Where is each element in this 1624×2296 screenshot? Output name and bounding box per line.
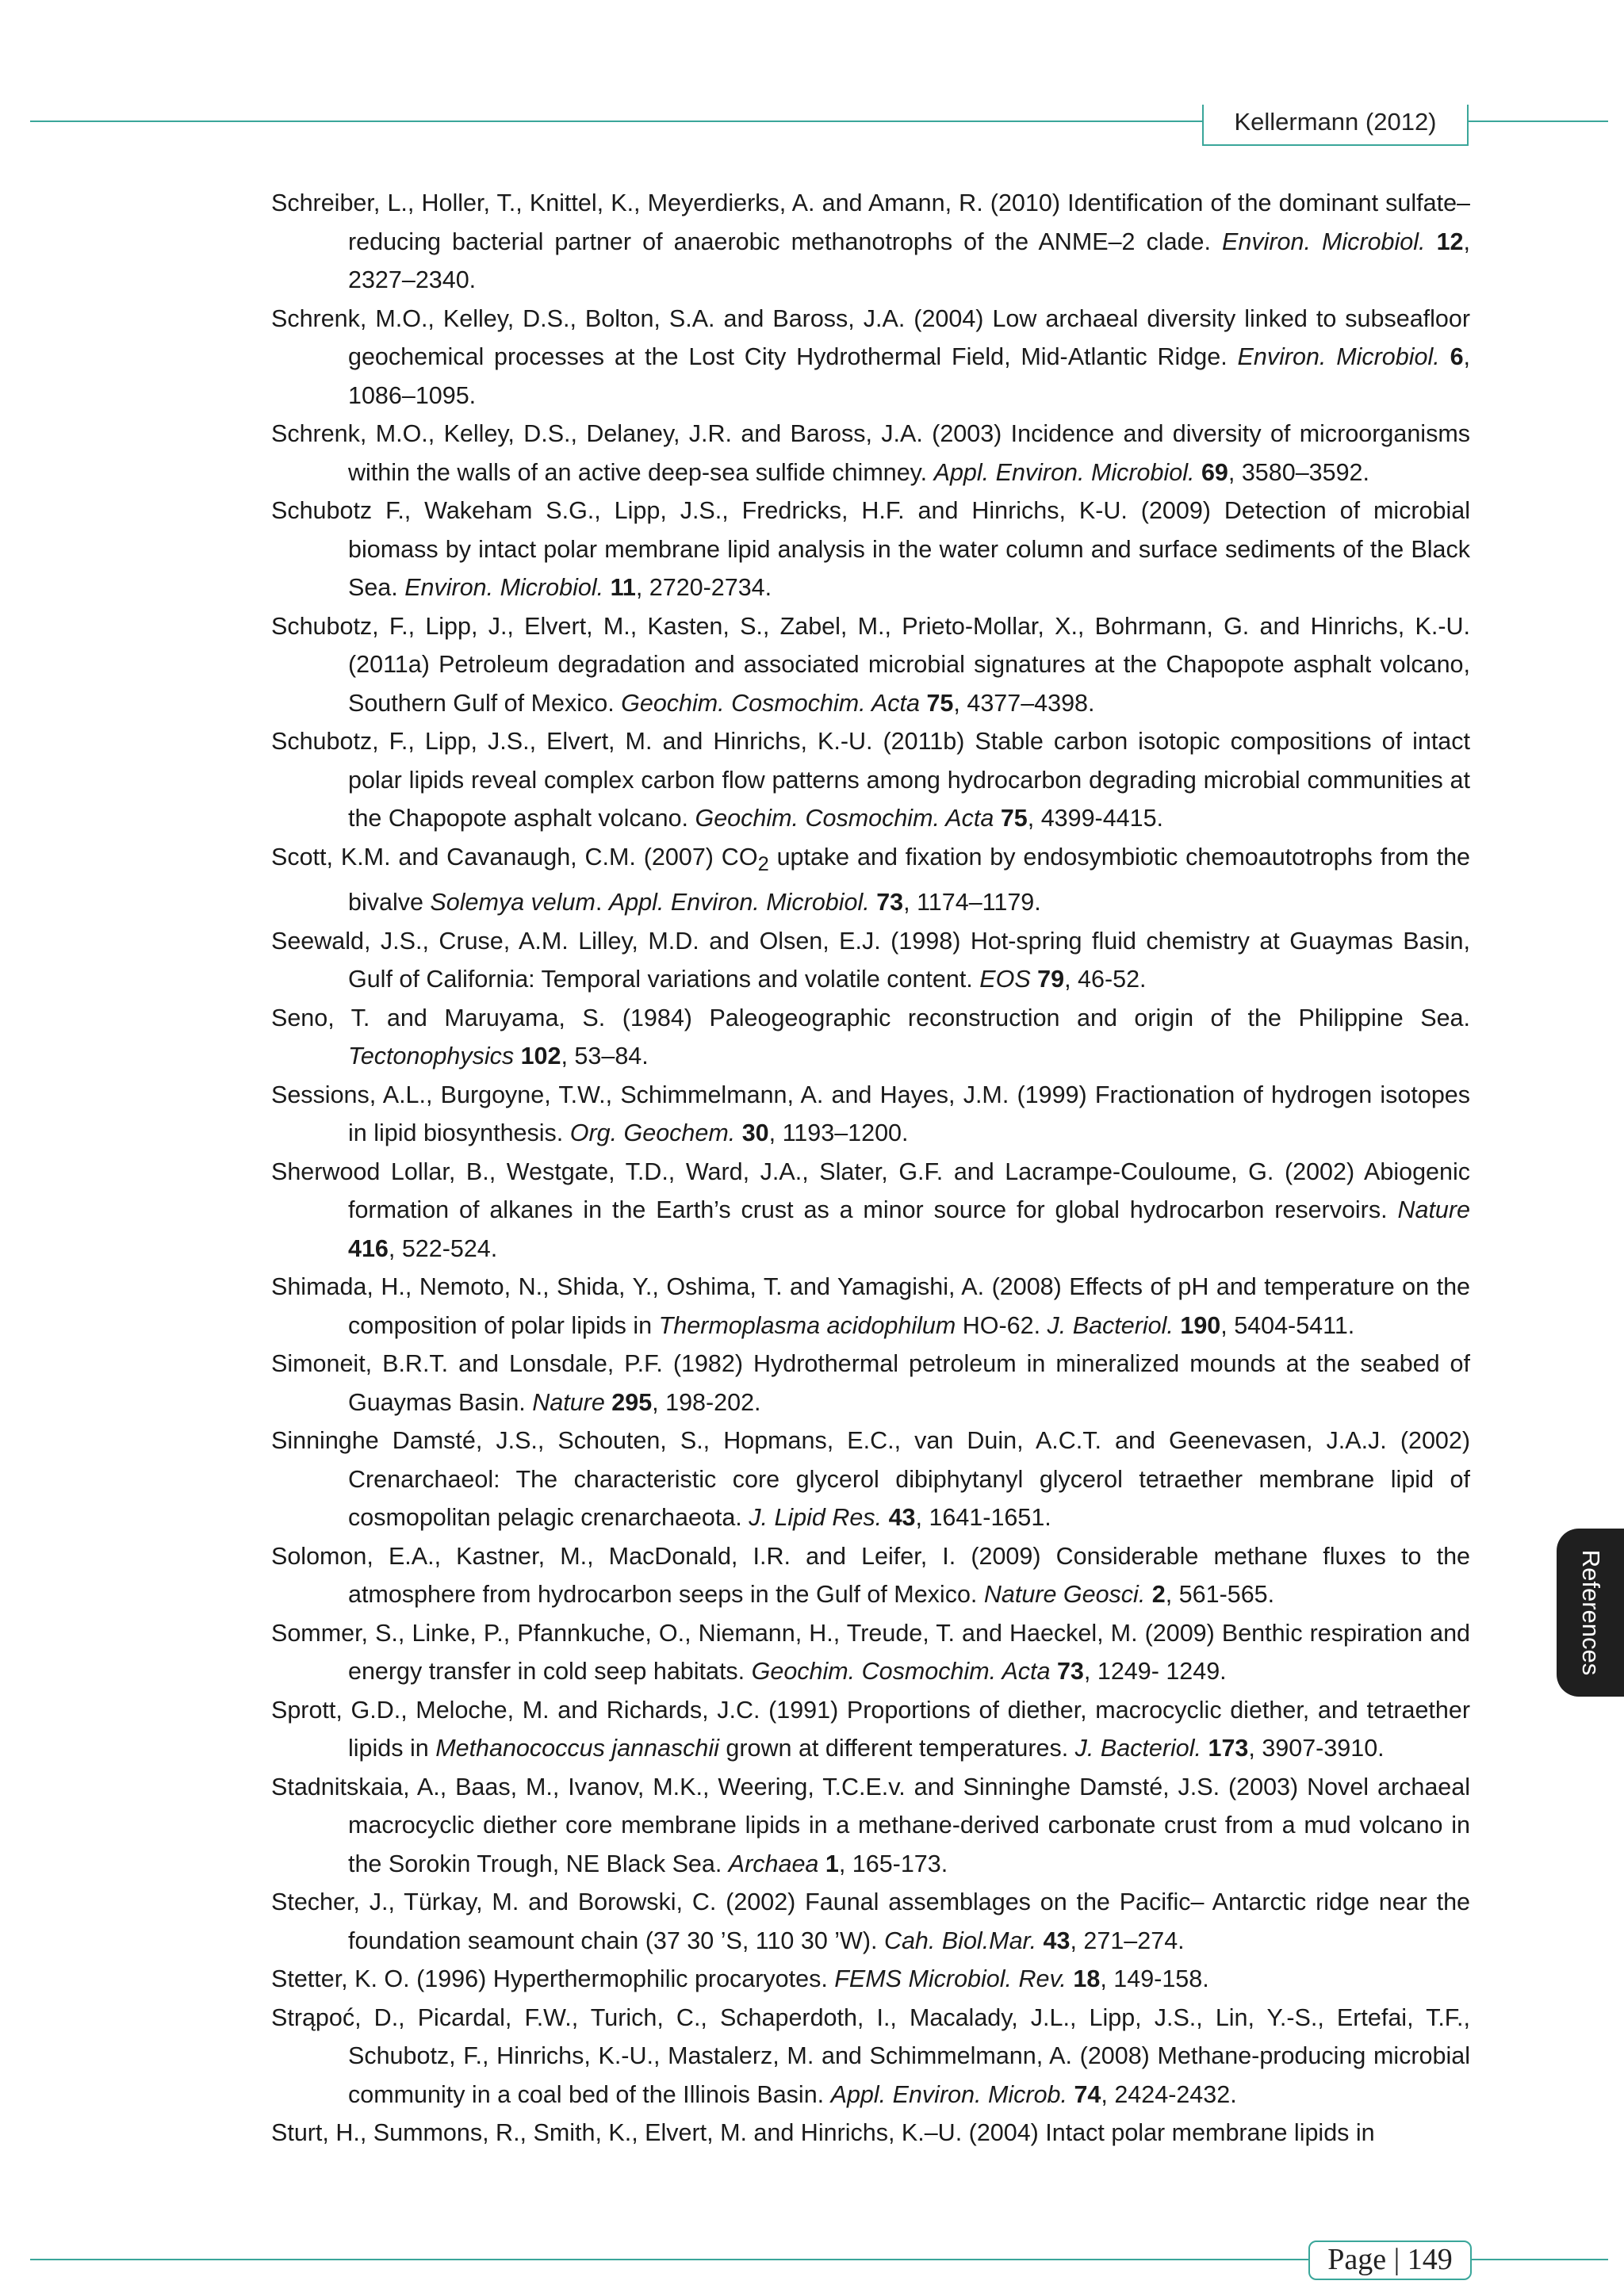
reference-entry: Schubotz, F., Lipp, J., Elvert, M., Kasten, S., Zabel, M., Prieto-Mollar, X., Bohrmann, G. and Hinrichs, K.-U. (2011a) Petroleum degradation and associated microbial signatures at the Chapopote asphalt volcano, Southern Gulf of Mexico. Geochim. Cosmochim. Acta 75, 4377–4398.	[271, 612, 1470, 717]
section-side-tab	[1557, 1529, 1624, 1697]
reference-entry: Scott, K.M. and Cavanaugh, C.M. (2007) $CO_2$ uptake and fixation by endosymbiotic chemoautotrophs from the bivalve Solemya velum. Appl. Environ. Microbiol. 73, 1174–1179.	[271, 843, 1470, 916]
reference-entry: Sommer, S., Linke, P., Pfannkuche, O., Niemann, H., Treude, T. and Haeckel, M. (2009) Benthic respiration and energy transfer in cold seep habitats. Geochim. Cosmochim. Acta 73, 1249- 1249.	[271, 1619, 1470, 1686]
reference-entry: Shimada, H., Nemoto, N., Shida, Y., Oshima, T. and Yamagishi, A. (2008) Effects of pH and temperature on the composition of polar lipids in Thermoplasma acidophilum HO-62. J. Bacteriol. 190, 5404-5411.	[271, 1273, 1470, 1339]
reference-entry: Sessions, A.L., Burgoyne, T.W., Schimmelmann, A. and Hayes, J.M. (1999) Fractionation of hydrogen isotopes in lipid biosynthesis. Org. Geochem. 30, 1193–1200.	[271, 1081, 1470, 1147]
reference-list	[271, 184, 1470, 2152]
footer-rule-left	[30, 2259, 1308, 2260]
section-side-tab-label: References	[1576, 1549, 1605, 1676]
reference-entry: Sprott, G.D., Meloche, M. and Richards, J.C. (1991) Proportions of diether, macrocyclic diether, and tetraether lipids in Methanococcus jannaschii grown at different temperatures. J. Bacteriol. 173, 3907-3910.	[271, 1696, 1470, 1762]
header-rule-left	[30, 121, 1202, 122]
reference-entry: Seno, T. and Maruyama, S. (1984) Paleogeographic reconstruction and origin of the Philippine Sea. Tectonophysics 102, 53–84.	[271, 1004, 1470, 1070]
reference-entry: Schubotz F., Wakeham S.G., Lipp, J.S., Fredricks, H.F. and Hinrichs, K-U. (2009) Detection of microbial biomass by intact polar membrane lipid analysis in the water column and surface sediments of the Black Sea. Environ. Microbiol. 11, 2720-2734.	[271, 497, 1470, 601]
reference-entry: Schubotz, F., Lipp, J.S., Elvert, M. and Hinrichs, K.-U. (2011b) Stable carbon isotopic compositions of intact polar lipids reveal complex carbon flow patterns among hydrocarbon degrading microbial communities at the Chapopote asphalt volcano. Geochim. Cosmochim. Acta 75, 4399-4415.	[271, 728, 1470, 832]
reference-entry: Stecher, J., Türkay, M. and Borowski, C. (2002) Faunal assemblages on the Pacific– Antarctic ridge near the foundation seamount chain (37 30 ’S, 110 30 ’W). Cah. Biol.Mar. 43, 271–274.	[271, 1888, 1470, 1954]
reference-entry: Stadnitskaia, A., Baas, M., Ivanov, M.K., Weering, T.C.E.v. and Sinninghe Damsté, J.S. (2003) Novel archaeal macrocyclic diether core membrane lipids in a methane-derived carbonate crust from a mud volcano in the Sorokin Trough, NE Black Sea. Archaea 1, 165-173.	[271, 1773, 1470, 1877]
reference-entry: Schrenk, M.O., Kelley, D.S., Delaney, J.R. and Baross, J.A. (2003) Incidence and diversity of microorganisms within the walls of an active deep-sea sulfide chimney. Appl. Environ. Microbiol. 69, 3580–3592.	[271, 420, 1470, 486]
reference-entry: Solomon, E.A., Kastner, M., MacDonald, I.R. and Leifer, I. (2009) Considerable methane fluxes to the atmosphere from hydrocarbon seeps in the Gulf of Mexico. Nature Geosci. 2, 561-565.	[271, 1542, 1470, 1609]
reference-entry: Schreiber, L., Holler, T., Knittel, K., Meyerdierks, A. and Amann, R. (2010) Identification of the dominant sulfate–reducing bacterial partner of anaerobic methanotrophs of the ANME–2 clade. Environ. Microbiol. 12, 2327–2340.	[271, 189, 1470, 293]
reference-entry: Sinninghe Damsté, J.S., Schouten, S., Hopmans, E.C., van Duin, A.C.T. and Geenevasen, J.A.J. (2002) Crenarchaeol: The characteristic core glycerol dibiphytanyl glycerol tetraether membrane lipid of cosmopolitan pelagic crenarchaeota. J. Lipid Res. 43, 1641-1651.	[271, 1427, 1470, 1532]
reference-entry: Schrenk, M.O., Kelley, D.S., Bolton, S.A. and Baross, J.A. (2004) Low archaeal diversity linked to subseafloor geochemical processes at the Lost City Hydrothermal Field, Mid-Atlantic Ridge. Environ. Microbiol. 6, 1086–1095.	[271, 304, 1471, 409]
footer-rule-right	[1472, 2259, 1608, 2260]
reference-entry: Simoneit, B.R.T. and Lonsdale, P.F. (1982) Hydrothermal petroleum in mineralized mounds at the seabed of Guaymas Basin. Nature 295, 198-202.	[271, 1350, 1470, 1416]
reference-entry: Strąpoć, D., Picardal, F.W., Turich, C., Schaperdoth, I., Macalady, J.L., Lipp, J.S., Lin, Y.-S., Ertefai, T.F., Schubotz, F., Hinrichs, K.-U., Mastalerz, M. and Schimmelmann, A. (2008) Methane-producing microbial community in a coal bed of the Illinois Basin. Appl. Environ. Microb. 74, 2424-2432.	[271, 2003, 1470, 2108]
reference-entry: Sturt, H., Summons, R., Smith, K., Elvert, M. and Hinrichs, K.–U. (2004) Intact polar membrane lipids in	[271, 2119, 1375, 2147]
page-number-box: Page | 149	[1308, 2241, 1472, 2280]
reference-entry: Seewald, J.S., Cruse, A.M. Lilley, M.D. and Olsen, E.J. (1998) Hot-spring fluid chemistry at Guaymas Basin, Gulf of California: Temporal variations and volatile content. EOS 79, 46-52.	[271, 927, 1470, 993]
reference-entry: Stetter, K. O. (1996) Hyperthermophilic procaryotes. FEMS Microbiol. Rev. 18, 149-158.	[271, 1965, 1209, 1993]
header-rule-right	[1469, 121, 1608, 122]
running-head: Kellermann (2012)	[1234, 108, 1437, 136]
reference-entry: Sherwood Lollar, B., Westgate, T.D., Ward, J.A., Slater, G.F. and Lacrampe-Couloume, G. (2002) Abiogenic formation of alkanes in the Earth’s crust as a minor source for global hydrocarbon reservoirs. Nature 416, 522-524.	[271, 1158, 1470, 1262]
